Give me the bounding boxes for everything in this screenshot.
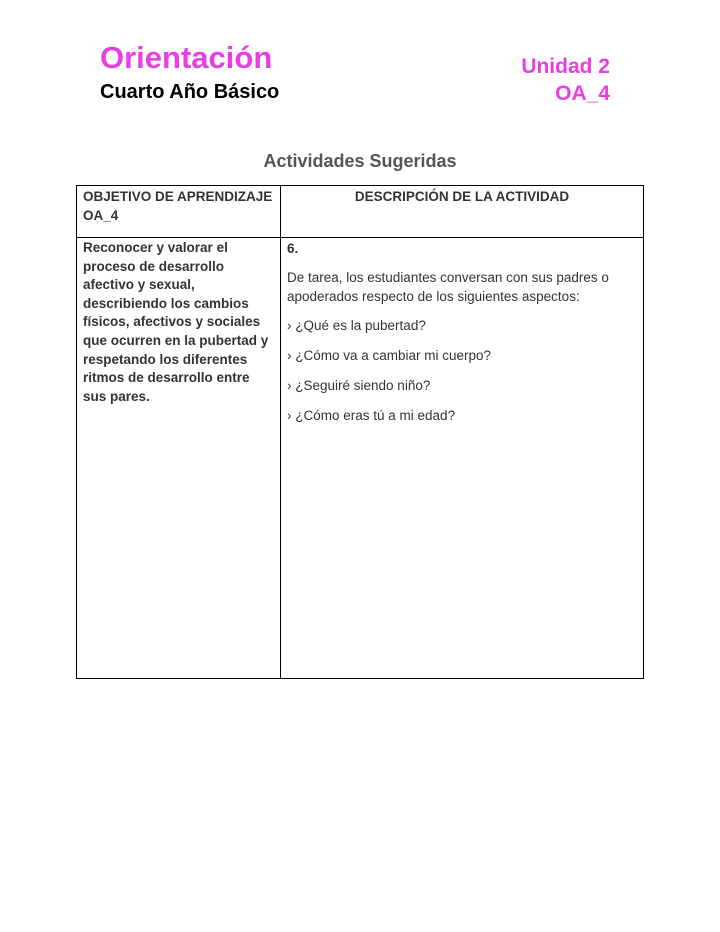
table-row — [77, 238, 644, 679]
document-title: Orientación — [100, 40, 273, 75]
unit-label: Unidad 2 — [521, 55, 610, 78]
objective-text: Reconocer y valorar el proceso de desarrollo afectivo y sexual, describiendo los cambios físicos, afectivos y sociales que ocurren en la pubertad y respetando los diferentes ritmos de desarrollo entre sus pares. — [83, 240, 269, 404]
table-header-row — [77, 186, 644, 238]
activity-number: 6. — [287, 241, 299, 256]
objective-cell — [77, 238, 281, 679]
activity-intro: De tarea, los estudiantes conversan con sus padres o apoderados respecto de los siguientes aspectos: — [287, 270, 609, 304]
document-subtitle: Cuarto Año Básico — [100, 81, 280, 103]
section-title: Actividades Sugeridas — [263, 151, 457, 171]
description-header: DESCRIPCIÓN DE LA ACTIVIDAD — [281, 186, 644, 238]
oa-label: OA_4 — [555, 82, 610, 105]
description-cell — [281, 238, 644, 679]
list-item: › ¿Cómo eras tú a mi edad? — [287, 408, 456, 423]
activities-table — [76, 185, 644, 679]
list-item: › ¿Seguiré siendo niño? — [287, 378, 431, 393]
objective-header: OBJETIVO DE APRENDIZAJE OA_4 — [77, 186, 281, 238]
list-item: › ¿Cómo va a cambiar mi cuerpo? — [287, 348, 492, 363]
list-item: › ¿Qué es la pubertad? — [287, 318, 426, 333]
